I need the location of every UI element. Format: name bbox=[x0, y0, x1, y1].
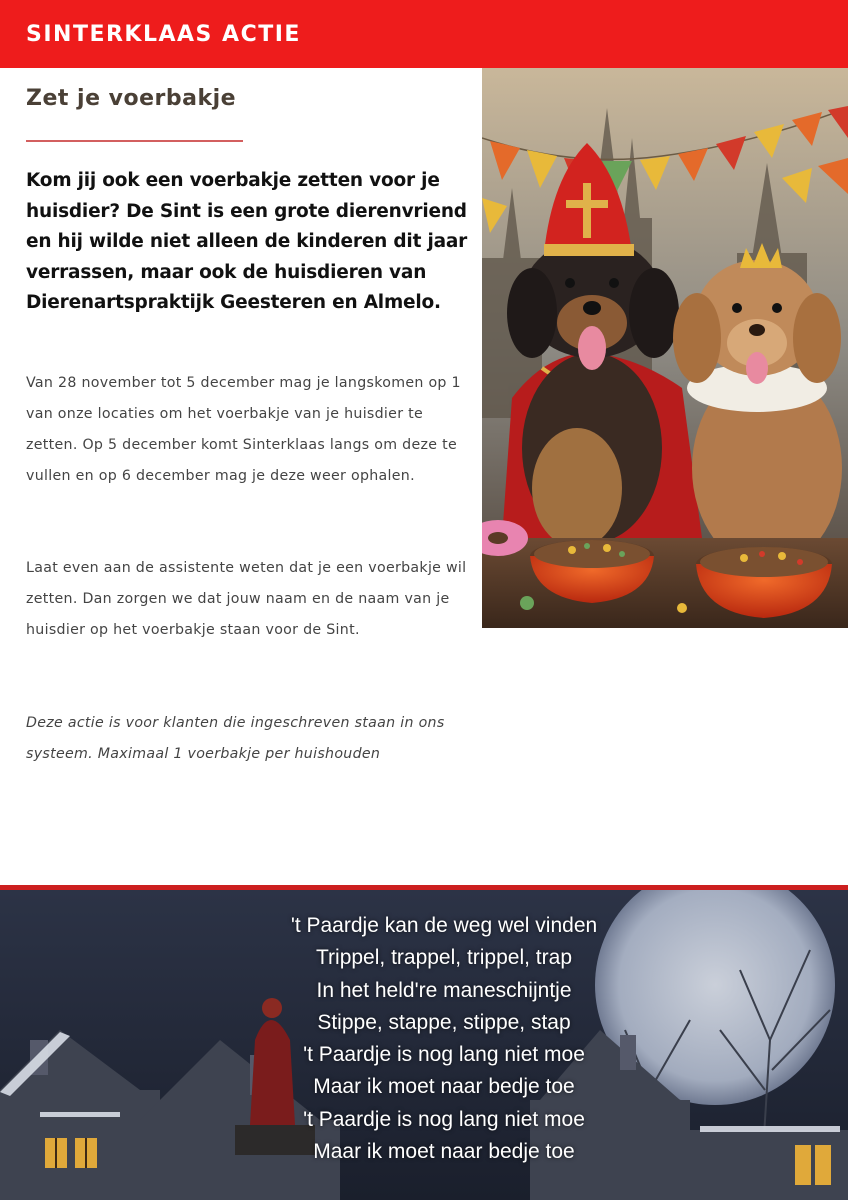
lead-text: Kom jij ook een voerbakje zetten voor je huisdier? De Sint is een grote dierenvriend en hij wilde niet alleen de kinderen dit jaar verrassen, maar ook de huisdieren van Dierenartspraktijk Geesteren en Almelo. bbox=[26, 170, 468, 313]
night-scene-image bbox=[0, 890, 848, 1200]
conditions-note: Deze actie is voor klanten die ingeschreven staan in ons systeem. Maximaal 1 voerbakje per huishouden bbox=[26, 715, 445, 762]
poem-line: Maar ik moet naar bedje toe bbox=[313, 1075, 575, 1099]
dogs-illustration bbox=[482, 68, 848, 628]
sinterklaas-dogs-image bbox=[482, 68, 848, 628]
poem-line: 't Paardje is nog lang niet moe bbox=[303, 1107, 585, 1131]
poem-line: 't Paardje is nog lang niet moe bbox=[303, 1043, 585, 1067]
body-paragraph-assistant: Laat even aan de assistente weten dat je een voerbakje wil zetten. Dan zorgen we dat jouw naam en de naam van je huisdier op het voerbakje staan voor de Sint. bbox=[26, 560, 467, 638]
poem-line: 't Paardje kan de weg wel vinden bbox=[290, 914, 598, 937]
body-paragraph-dates: Van 28 november tot 5 december mag je langskomen op 1 van onze locaties om het voerbakje van je huisdier te zetten. Op 5 december komt Sinterklaas langs om deze te vullen en op 6 december mag je deze weer ophalen. bbox=[26, 375, 461, 484]
poem-line: Stippe, stappe, stippe, stap bbox=[317, 1010, 571, 1034]
header-title: SINTERKLAAS ACTIE bbox=[26, 22, 301, 47]
article-subtitle: Zet je voerbakje bbox=[26, 86, 237, 111]
poem bbox=[0, 910, 848, 1168]
poem-line: In het held're maneschijntje bbox=[316, 978, 572, 1002]
poem-line: Trippel, trappel, trippel, trap bbox=[315, 946, 572, 970]
header-banner bbox=[0, 0, 848, 68]
subtitle-divider bbox=[26, 140, 243, 142]
poem-line: Maar ik moet naar bedje toe bbox=[313, 1140, 575, 1164]
